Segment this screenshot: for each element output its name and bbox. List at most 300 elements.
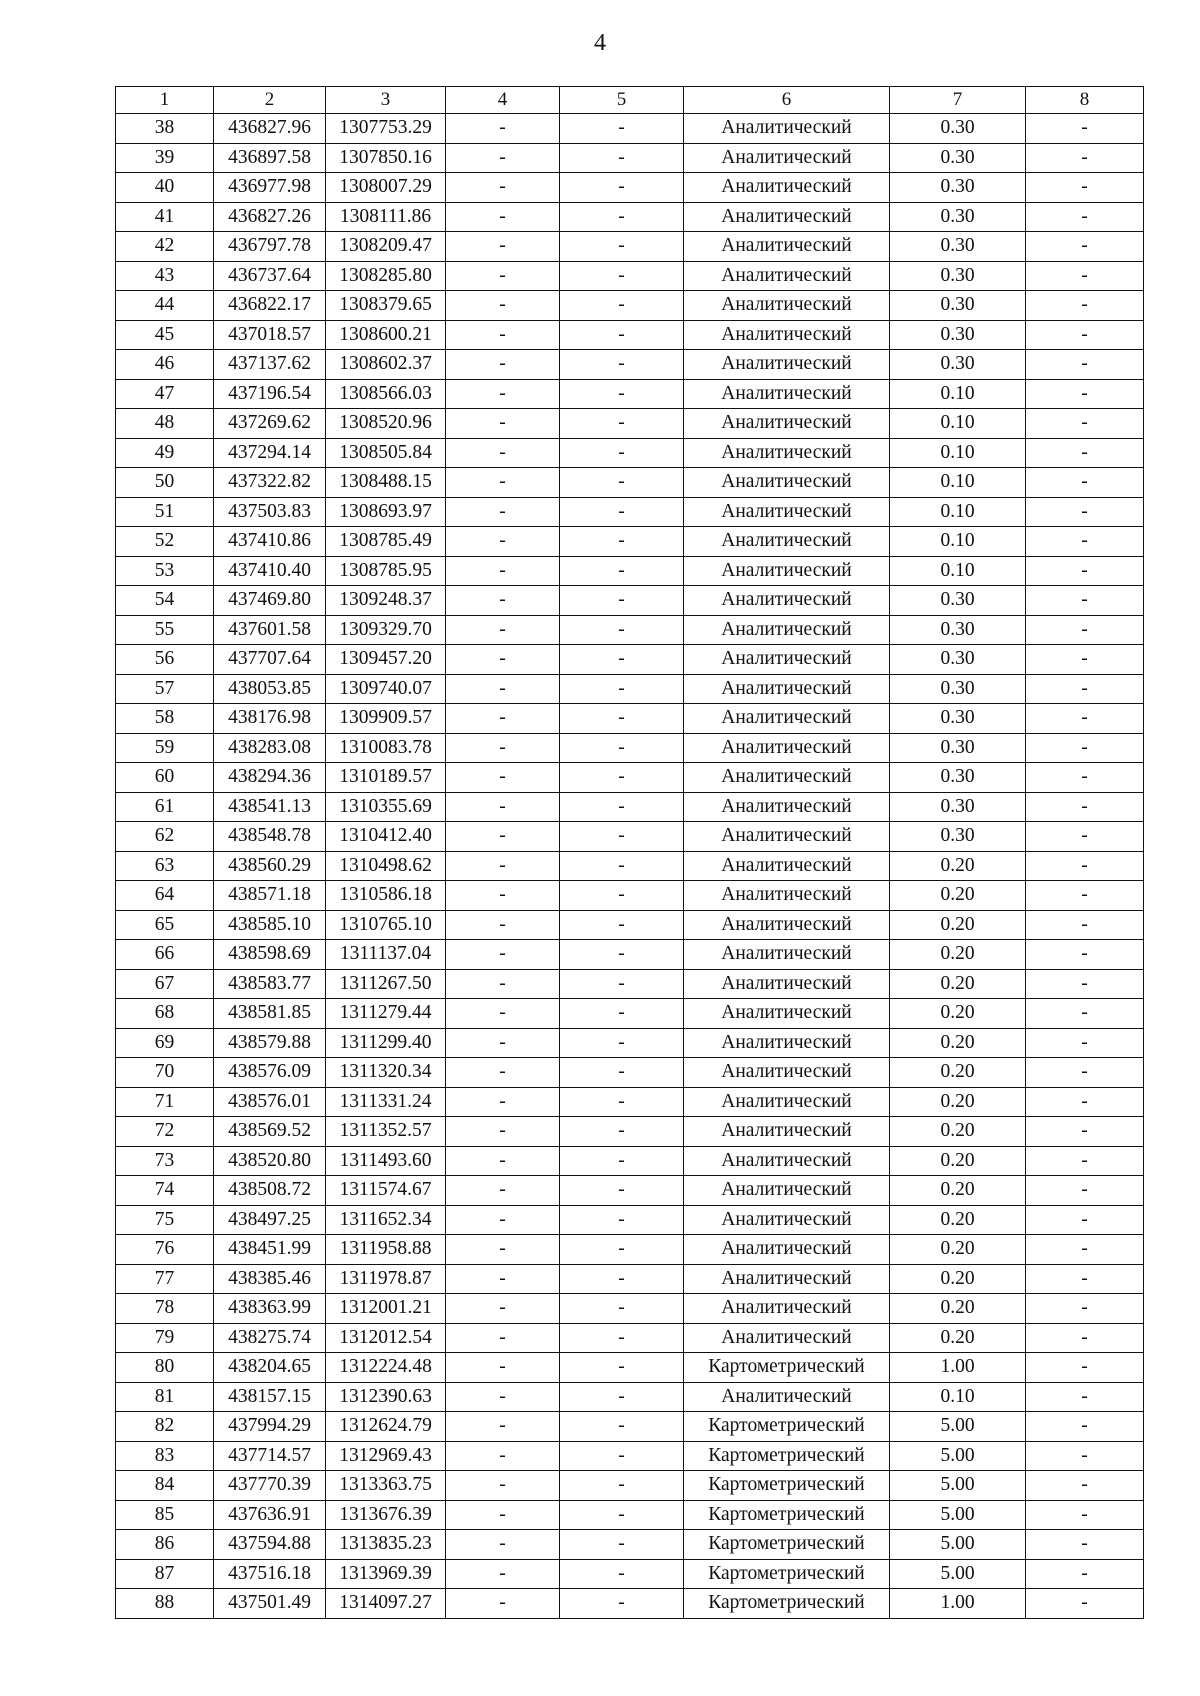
accuracy-cell: 0.20 — [890, 1205, 1026, 1235]
point-number-cell: 75 — [116, 1205, 214, 1235]
determination-method-cell: Аналитический — [684, 1117, 890, 1147]
y-coordinate-cell: 1311279.44 — [326, 999, 446, 1029]
column-8-cell: - — [1026, 645, 1144, 675]
x-coordinate-cell: 438576.01 — [214, 1087, 326, 1117]
column-5-cell: - — [560, 261, 684, 291]
x-coordinate-cell: 438275.74 — [214, 1323, 326, 1353]
accuracy-cell: 0.10 — [890, 379, 1026, 409]
column-5-cell: - — [560, 851, 684, 881]
x-coordinate-cell: 437594.88 — [214, 1530, 326, 1560]
y-coordinate-cell: 1311299.40 — [326, 1028, 446, 1058]
column-8-cell: - — [1026, 1205, 1144, 1235]
determination-method-cell: Аналитический — [684, 822, 890, 852]
accuracy-cell: 5.00 — [890, 1559, 1026, 1589]
column-8-cell: - — [1026, 1028, 1144, 1058]
determination-method-cell: Аналитический — [684, 1294, 890, 1324]
x-coordinate-cell: 438548.78 — [214, 822, 326, 852]
x-coordinate-cell: 436897.58 — [214, 143, 326, 173]
table-row — [116, 379, 1144, 409]
y-coordinate-cell: 1308693.97 — [326, 497, 446, 527]
y-coordinate-cell: 1311958.88 — [326, 1235, 446, 1265]
x-coordinate-cell: 438283.08 — [214, 733, 326, 763]
point-number-cell: 81 — [116, 1382, 214, 1412]
column-5-cell: - — [560, 586, 684, 616]
x-coordinate-cell: 436827.26 — [214, 202, 326, 232]
accuracy-cell: 0.20 — [890, 910, 1026, 940]
column-8-cell: - — [1026, 910, 1144, 940]
table-row — [116, 674, 1144, 704]
x-coordinate-cell: 436827.96 — [214, 114, 326, 144]
column-4-cell: - — [446, 1028, 560, 1058]
determination-method-cell: Аналитический — [684, 1058, 890, 1088]
point-number-cell: 68 — [116, 999, 214, 1029]
column-8-cell: - — [1026, 586, 1144, 616]
table-row — [116, 615, 1144, 645]
determination-method-cell: Аналитический — [684, 556, 890, 586]
column-5-cell: - — [560, 291, 684, 321]
determination-method-cell: Аналитический — [684, 1087, 890, 1117]
column-5-cell: - — [560, 527, 684, 557]
y-coordinate-cell: 1314097.27 — [326, 1589, 446, 1619]
column-4-cell: - — [446, 409, 560, 439]
y-coordinate-cell: 1311137.04 — [326, 940, 446, 970]
column-4-cell: - — [446, 704, 560, 734]
column-8-cell: - — [1026, 999, 1144, 1029]
determination-method-cell: Аналитический — [684, 645, 890, 675]
column-5-cell: - — [560, 1146, 684, 1176]
column-4-cell: - — [446, 497, 560, 527]
y-coordinate-cell: 1313363.75 — [326, 1471, 446, 1501]
accuracy-cell: 0.10 — [890, 527, 1026, 557]
x-coordinate-cell: 438560.29 — [214, 851, 326, 881]
column-4-cell: - — [446, 143, 560, 173]
x-coordinate-cell: 438598.69 — [214, 940, 326, 970]
accuracy-cell: 0.10 — [890, 556, 1026, 586]
accuracy-cell: 0.30 — [890, 792, 1026, 822]
column-4-cell: - — [446, 1412, 560, 1442]
x-coordinate-cell: 438508.72 — [214, 1176, 326, 1206]
determination-method-cell: Аналитический — [684, 792, 890, 822]
column-8-cell: - — [1026, 232, 1144, 262]
column-header-4: 4 — [446, 87, 560, 114]
accuracy-cell: 0.10 — [890, 1382, 1026, 1412]
column-8-cell: - — [1026, 143, 1144, 173]
determination-method-cell: Аналитический — [684, 320, 890, 350]
column-5-cell: - — [560, 202, 684, 232]
determination-method-cell: Аналитический — [684, 999, 890, 1029]
determination-method-cell: Картометрический — [684, 1471, 890, 1501]
accuracy-cell: 0.30 — [890, 202, 1026, 232]
column-8-cell: - — [1026, 1087, 1144, 1117]
point-number-cell: 72 — [116, 1117, 214, 1147]
column-8-cell: - — [1026, 261, 1144, 291]
table-row — [116, 438, 1144, 468]
accuracy-cell: 0.30 — [890, 114, 1026, 144]
y-coordinate-cell: 1310189.57 — [326, 763, 446, 793]
x-coordinate-cell: 438157.15 — [214, 1382, 326, 1412]
accuracy-cell: 0.30 — [890, 586, 1026, 616]
point-number-cell: 54 — [116, 586, 214, 616]
column-4-cell: - — [446, 1530, 560, 1560]
x-coordinate-cell: 438497.25 — [214, 1205, 326, 1235]
determination-method-cell: Картометрический — [684, 1530, 890, 1560]
y-coordinate-cell: 1311320.34 — [326, 1058, 446, 1088]
x-coordinate-cell: 437018.57 — [214, 320, 326, 350]
determination-method-cell: Картометрический — [684, 1441, 890, 1471]
table-row — [116, 527, 1144, 557]
y-coordinate-cell: 1308602.37 — [326, 350, 446, 380]
determination-method-cell: Аналитический — [684, 1146, 890, 1176]
column-5-cell: - — [560, 674, 684, 704]
x-coordinate-cell: 437269.62 — [214, 409, 326, 439]
x-coordinate-cell: 438520.80 — [214, 1146, 326, 1176]
table-row — [116, 320, 1144, 350]
accuracy-cell: 0.20 — [890, 999, 1026, 1029]
column-4-cell: - — [446, 1559, 560, 1589]
point-number-cell: 51 — [116, 497, 214, 527]
determination-method-cell: Картометрический — [684, 1589, 890, 1619]
column-4-cell: - — [446, 881, 560, 911]
x-coordinate-cell: 437503.83 — [214, 497, 326, 527]
column-4-cell: - — [446, 173, 560, 203]
column-5-cell: - — [560, 438, 684, 468]
accuracy-cell: 0.30 — [890, 143, 1026, 173]
column-8-cell: - — [1026, 1530, 1144, 1560]
column-4-cell: - — [446, 1205, 560, 1235]
x-coordinate-cell: 437410.86 — [214, 527, 326, 557]
y-coordinate-cell: 1308488.15 — [326, 468, 446, 498]
point-number-cell: 64 — [116, 881, 214, 911]
accuracy-cell: 0.30 — [890, 704, 1026, 734]
x-coordinate-cell: 437994.29 — [214, 1412, 326, 1442]
column-4-cell: - — [446, 940, 560, 970]
table-row — [116, 1500, 1144, 1530]
point-number-cell: 39 — [116, 143, 214, 173]
determination-method-cell: Аналитический — [684, 1382, 890, 1412]
point-number-cell: 85 — [116, 1500, 214, 1530]
accuracy-cell: 0.20 — [890, 1146, 1026, 1176]
column-4-cell: - — [446, 350, 560, 380]
y-coordinate-cell: 1311652.34 — [326, 1205, 446, 1235]
table-row — [116, 1353, 1144, 1383]
table-row — [116, 1087, 1144, 1117]
x-coordinate-cell: 436822.17 — [214, 291, 326, 321]
column-4-cell: - — [446, 1146, 560, 1176]
determination-method-cell: Аналитический — [684, 763, 890, 793]
x-coordinate-cell: 437516.18 — [214, 1559, 326, 1589]
column-4-cell: - — [446, 261, 560, 291]
column-5-cell: - — [560, 1176, 684, 1206]
y-coordinate-cell: 1308007.29 — [326, 173, 446, 203]
column-4-cell: - — [446, 1323, 560, 1353]
point-number-cell: 74 — [116, 1176, 214, 1206]
accuracy-cell: 5.00 — [890, 1530, 1026, 1560]
table-row — [116, 1589, 1144, 1619]
point-number-cell: 43 — [116, 261, 214, 291]
column-4-cell: - — [446, 527, 560, 557]
table-row — [116, 1382, 1144, 1412]
accuracy-cell: 0.20 — [890, 1058, 1026, 1088]
header-row — [116, 87, 1144, 114]
page-number: 4 — [594, 30, 606, 56]
column-4-cell: - — [446, 910, 560, 940]
column-5-cell: - — [560, 1058, 684, 1088]
accuracy-cell: 0.10 — [890, 468, 1026, 498]
x-coordinate-cell: 436797.78 — [214, 232, 326, 262]
y-coordinate-cell: 1311493.60 — [326, 1146, 446, 1176]
accuracy-cell: 0.30 — [890, 232, 1026, 262]
column-5-cell: - — [560, 1117, 684, 1147]
column-4-cell: - — [446, 379, 560, 409]
point-number-cell: 56 — [116, 645, 214, 675]
column-8-cell: - — [1026, 350, 1144, 380]
y-coordinate-cell: 1312224.48 — [326, 1353, 446, 1383]
column-header-6: 6 — [684, 87, 890, 114]
y-coordinate-cell: 1309248.37 — [326, 586, 446, 616]
y-coordinate-cell: 1307753.29 — [326, 114, 446, 144]
table-row — [116, 1264, 1144, 1294]
determination-method-cell: Аналитический — [684, 527, 890, 557]
column-5-cell: - — [560, 1028, 684, 1058]
accuracy-cell: 0.10 — [890, 438, 1026, 468]
y-coordinate-cell: 1308785.49 — [326, 527, 446, 557]
column-8-cell: - — [1026, 114, 1144, 144]
point-number-cell: 46 — [116, 350, 214, 380]
determination-method-cell: Аналитический — [684, 1235, 890, 1265]
column-8-cell: - — [1026, 1146, 1144, 1176]
accuracy-cell: 0.30 — [890, 615, 1026, 645]
point-number-cell: 82 — [116, 1412, 214, 1442]
point-number-cell: 73 — [116, 1146, 214, 1176]
column-8-cell: - — [1026, 556, 1144, 586]
y-coordinate-cell: 1308566.03 — [326, 379, 446, 409]
column-4-cell: - — [446, 1441, 560, 1471]
column-4-cell: - — [446, 674, 560, 704]
table-row — [116, 261, 1144, 291]
table-row — [116, 1294, 1144, 1324]
column-8-cell: - — [1026, 1323, 1144, 1353]
table-row — [116, 999, 1144, 1029]
column-8-cell: - — [1026, 822, 1144, 852]
column-8-cell: - — [1026, 1176, 1144, 1206]
column-4-cell: - — [446, 1087, 560, 1117]
accuracy-cell: 0.20 — [890, 1176, 1026, 1206]
x-coordinate-cell: 437601.58 — [214, 615, 326, 645]
y-coordinate-cell: 1310498.62 — [326, 851, 446, 881]
accuracy-cell: 0.20 — [890, 1028, 1026, 1058]
accuracy-cell: 5.00 — [890, 1500, 1026, 1530]
point-number-cell: 47 — [116, 379, 214, 409]
column-8-cell: - — [1026, 1589, 1144, 1619]
column-8-cell: - — [1026, 792, 1144, 822]
coordinates-table — [115, 86, 1144, 1619]
column-8-cell: - — [1026, 1441, 1144, 1471]
determination-method-cell: Аналитический — [684, 468, 890, 498]
x-coordinate-cell: 436977.98 — [214, 173, 326, 203]
x-coordinate-cell: 437322.82 — [214, 468, 326, 498]
point-number-cell: 44 — [116, 291, 214, 321]
column-4-cell: - — [446, 1382, 560, 1412]
point-number-cell: 48 — [116, 409, 214, 439]
column-8-cell: - — [1026, 969, 1144, 999]
point-number-cell: 49 — [116, 438, 214, 468]
y-coordinate-cell: 1312390.63 — [326, 1382, 446, 1412]
table-row — [116, 704, 1144, 734]
accuracy-cell: 0.20 — [890, 969, 1026, 999]
column-5-cell: - — [560, 645, 684, 675]
determination-method-cell: Картометрический — [684, 1559, 890, 1589]
table-row — [116, 1471, 1144, 1501]
column-4-cell: - — [446, 1058, 560, 1088]
y-coordinate-cell: 1313676.39 — [326, 1500, 446, 1530]
column-5-cell: - — [560, 1264, 684, 1294]
y-coordinate-cell: 1311331.24 — [326, 1087, 446, 1117]
determination-method-cell: Аналитический — [684, 851, 890, 881]
column-4-cell: - — [446, 1500, 560, 1530]
column-8-cell: - — [1026, 704, 1144, 734]
table-row — [116, 763, 1144, 793]
y-coordinate-cell: 1308600.21 — [326, 320, 446, 350]
column-8-cell: - — [1026, 527, 1144, 557]
column-4-cell: - — [446, 1353, 560, 1383]
y-coordinate-cell: 1310586.18 — [326, 881, 446, 911]
x-coordinate-cell: 438204.65 — [214, 1353, 326, 1383]
accuracy-cell: 0.10 — [890, 497, 1026, 527]
column-5-cell: - — [560, 999, 684, 1029]
determination-method-cell: Аналитический — [684, 409, 890, 439]
table-row — [116, 1412, 1144, 1442]
determination-method-cell: Аналитический — [684, 704, 890, 734]
column-4-cell: - — [446, 1471, 560, 1501]
point-number-cell: 45 — [116, 320, 214, 350]
y-coordinate-cell: 1312624.79 — [326, 1412, 446, 1442]
column-5-cell: - — [560, 1087, 684, 1117]
column-4-cell: - — [446, 1589, 560, 1619]
determination-method-cell: Аналитический — [684, 586, 890, 616]
column-5-cell: - — [560, 1500, 684, 1530]
table-row — [116, 291, 1144, 321]
column-4-cell: - — [446, 291, 560, 321]
column-8-cell: - — [1026, 1264, 1144, 1294]
column-5-cell: - — [560, 1412, 684, 1442]
y-coordinate-cell: 1308785.95 — [326, 556, 446, 586]
column-header-7: 7 — [890, 87, 1026, 114]
x-coordinate-cell: 438541.13 — [214, 792, 326, 822]
accuracy-cell: 1.00 — [890, 1353, 1026, 1383]
table-row — [116, 1235, 1144, 1265]
table-row — [116, 143, 1144, 173]
column-8-cell: - — [1026, 1353, 1144, 1383]
y-coordinate-cell: 1311352.57 — [326, 1117, 446, 1147]
x-coordinate-cell: 438176.98 — [214, 704, 326, 734]
point-number-cell: 41 — [116, 202, 214, 232]
table-row — [116, 586, 1144, 616]
column-5-cell: - — [560, 143, 684, 173]
column-8-cell: - — [1026, 379, 1144, 409]
column-8-cell: - — [1026, 1471, 1144, 1501]
determination-method-cell: Аналитический — [684, 615, 890, 645]
column-5-cell: - — [560, 1471, 684, 1501]
point-number-cell: 70 — [116, 1058, 214, 1088]
column-5-cell: - — [560, 881, 684, 911]
column-5-cell: - — [560, 114, 684, 144]
accuracy-cell: 0.30 — [890, 763, 1026, 793]
column-4-cell: - — [446, 320, 560, 350]
accuracy-cell: 0.30 — [890, 350, 1026, 380]
column-4-cell: - — [446, 114, 560, 144]
table-row — [116, 468, 1144, 498]
table-row — [116, 940, 1144, 970]
column-4-cell: - — [446, 468, 560, 498]
y-coordinate-cell: 1309909.57 — [326, 704, 446, 734]
table-row — [116, 202, 1144, 232]
point-number-cell: 65 — [116, 910, 214, 940]
accuracy-cell: 0.20 — [890, 1235, 1026, 1265]
point-number-cell: 78 — [116, 1294, 214, 1324]
column-4-cell: - — [446, 969, 560, 999]
table-body — [116, 87, 1144, 1619]
x-coordinate-cell: 437196.54 — [214, 379, 326, 409]
y-coordinate-cell: 1311978.87 — [326, 1264, 446, 1294]
point-number-cell: 83 — [116, 1441, 214, 1471]
determination-method-cell: Аналитический — [684, 1205, 890, 1235]
determination-method-cell: Картометрический — [684, 1412, 890, 1442]
column-5-cell: - — [560, 1530, 684, 1560]
y-coordinate-cell: 1312012.54 — [326, 1323, 446, 1353]
column-header-2: 2 — [214, 87, 326, 114]
column-5-cell: - — [560, 940, 684, 970]
x-coordinate-cell: 437636.91 — [214, 1500, 326, 1530]
point-number-cell: 71 — [116, 1087, 214, 1117]
column-header-3: 3 — [326, 87, 446, 114]
determination-method-cell: Аналитический — [684, 114, 890, 144]
column-5-cell: - — [560, 556, 684, 586]
x-coordinate-cell: 437137.62 — [214, 350, 326, 380]
table-row — [116, 1028, 1144, 1058]
accuracy-cell: 5.00 — [890, 1412, 1026, 1442]
column-8-cell: - — [1026, 409, 1144, 439]
y-coordinate-cell: 1308111.86 — [326, 202, 446, 232]
column-5-cell: - — [560, 1353, 684, 1383]
table-row — [116, 881, 1144, 911]
column-8-cell: - — [1026, 1235, 1144, 1265]
determination-method-cell: Аналитический — [684, 232, 890, 262]
accuracy-cell: 0.30 — [890, 291, 1026, 321]
determination-method-cell: Аналитический — [684, 202, 890, 232]
x-coordinate-cell: 437501.49 — [214, 1589, 326, 1619]
column-4-cell: - — [446, 792, 560, 822]
point-number-cell: 88 — [116, 1589, 214, 1619]
table-row — [116, 232, 1144, 262]
column-5-cell: - — [560, 350, 684, 380]
accuracy-cell: 0.30 — [890, 822, 1026, 852]
column-8-cell: - — [1026, 674, 1144, 704]
determination-method-cell: Аналитический — [684, 1323, 890, 1353]
table-row — [116, 1559, 1144, 1589]
determination-method-cell: Аналитический — [684, 1176, 890, 1206]
column-4-cell: - — [446, 1235, 560, 1265]
column-5-cell: - — [560, 615, 684, 645]
y-coordinate-cell: 1312969.43 — [326, 1441, 446, 1471]
point-number-cell: 66 — [116, 940, 214, 970]
column-8-cell: - — [1026, 291, 1144, 321]
point-number-cell: 52 — [116, 527, 214, 557]
y-coordinate-cell: 1310765.10 — [326, 910, 446, 940]
column-5-cell: - — [560, 969, 684, 999]
point-number-cell: 42 — [116, 232, 214, 262]
column-4-cell: - — [446, 1117, 560, 1147]
determination-method-cell: Аналитический — [684, 881, 890, 911]
